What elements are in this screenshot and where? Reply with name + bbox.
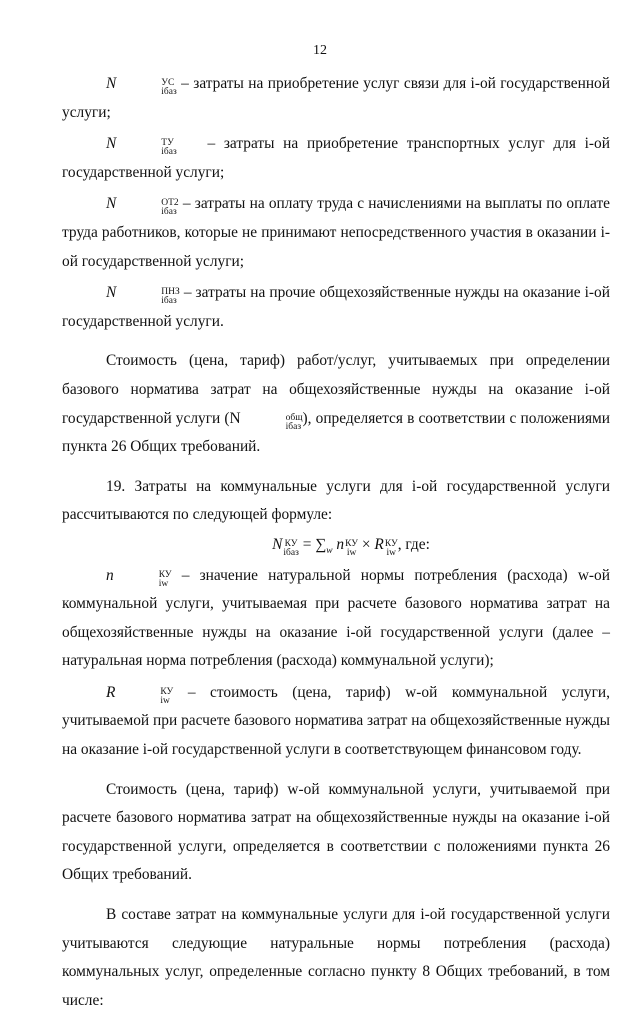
symbol-n-tu: N ТУ iбаз [106,135,177,158]
paragraph-ku-norms: В составе затрат на коммунальные услуги для i-ой государственной услуги учитываются следующие натуральные нормы потребления (расхода) коммунальных услуг, определенные согласно пункту 8 Общих требований, в том числе: [62,906,610,1009]
definition-ot2: N ОТ2 iбаз – затраты на оплату труда с начислениями на выплаты по оплате труда работников, которые не принимают непосредственного участия в оказании i-ой государственной услуги; [62,195,610,270]
symbol-n-us: N УС iбаз [106,75,177,97]
symbol-n-ku: n КУ iw [106,566,172,589]
paragraph-cost-general: Стоимость (цена, тариф) работ/услуг, учитываемых при определении базового норматива затрат на общехозяйственные нужды на оказание i-ой государственной услуги (N общ iбаз ), определяется в соответствии с положениями пункта 26 Общих требований. [62,352,610,456]
sum-sign: ∑ [315,535,327,553]
definition-us: N УС iбаз – затраты на приобретение услуг связи для i-ой государственной услуги; [62,75,610,121]
definition-r-ku: R КУ iw – стоимость (цена, тариф) w-ой коммунальной услуги, учитываемой при расчете базового норматива затрат на общехозяйственные нужды на оказание i-ой государственной услуги в соответствующем финансовом году. [62,683,610,759]
formula-r-term: R КУ iw [374,535,398,558]
symbol-n-ot2: N ОТ2 iбаз [106,195,179,218]
paragraph-19: 19. Затраты на коммунальные услуги для i-ой государственной услуги рассчитываются по следующей формуле: [62,477,610,524]
symbol-r-ku: R КУ iw [106,683,174,706]
formula-lhs: N КУ iбаз [272,535,299,558]
page-number: 12 [313,43,327,58]
symbol-n-obsh-index: общ iбаз [285,412,303,432]
equals-sign: = [302,535,312,553]
formula-n-term: n КУ iw [336,535,358,558]
paragraph-cost-ku: Стоимость (цена, тариф) w-ой коммунальной услуги, учитываемой при расчете базового норматива затрат на общехозяйственные нужды на оказание i-ой государственной услуги, определяется в соответствии с положениями пункта 26 Общих требований. [62,780,610,884]
definition-n-ku: n КУ iw – значение натуральной нормы потребления (расхода) w-ой коммунальной услуги, учитываемая при расчете базового норматива затрат на общехозяйственные нужды на оказание i-ой государственной услуги (далее – натуральная норма потребления (расхода) коммунальной услуги); [62,566,610,670]
times-sign: × [361,535,371,553]
formula-ku: N КУ iбаз = $\sum_w$ n КУ iw × R КУ iw , где: [272,535,430,558]
symbol-n-pnz: N ПНЗ iбаз [106,284,180,307]
definition-pnz: N ПНЗ iбаз – затраты на прочие общехозяйственные нужды на оказание i-ой государственной услуги. [62,284,610,330]
definition-tu: N ТУ iбаз – затраты на приобретение транспортных услуг для i-ой государственной услуги; [62,135,610,181]
document-body [62,70,610,1018]
